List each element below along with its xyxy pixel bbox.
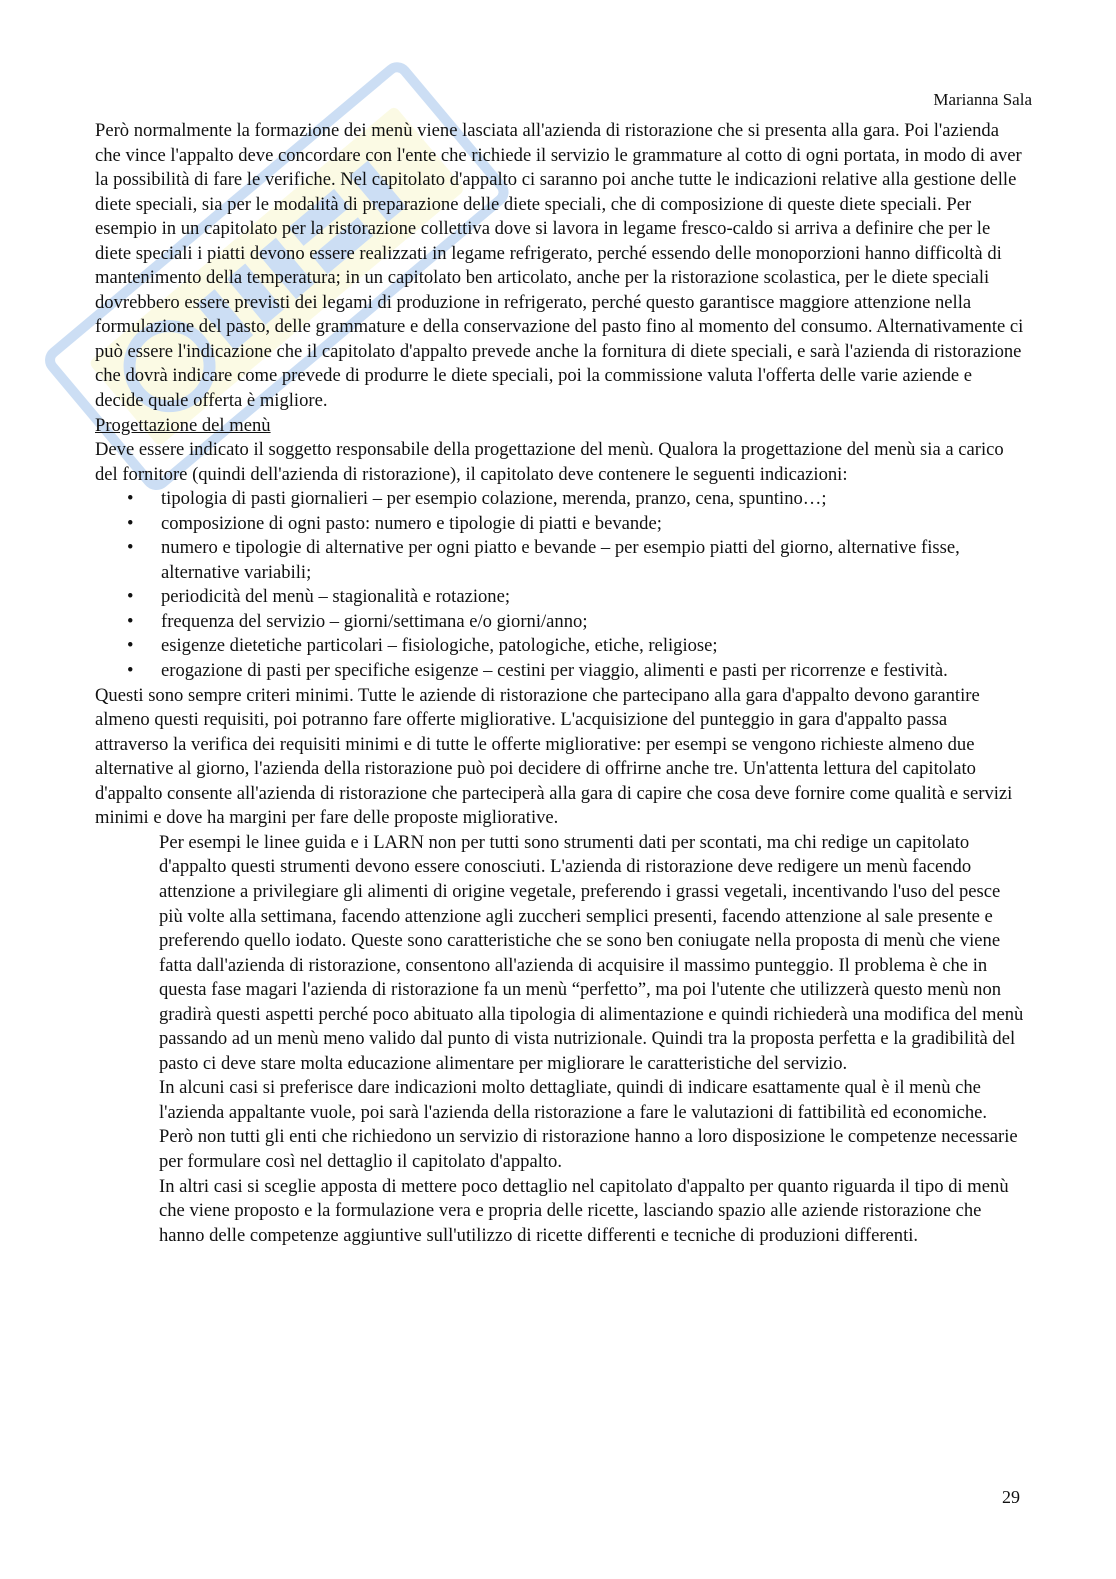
list-item-text: periodicità del menù – stagionalità e rotazione; xyxy=(161,586,511,608)
list-item xyxy=(127,659,1025,684)
bullet-icon: • xyxy=(127,537,134,559)
criteria-paragraph: Questi sono sempre criteri minimi. Tutte le aziende di ristorazione che partecipano alla gara d'appalto devono garantire almeno questi requisiti, poi potranno fare offerte migliorative. L'acquisizione del punteggio in gara d'appalto passa attraverso la verifica dei requisiti minimi e di tutte le offerte migliorative: per esempi se vengono richieste almeno due alternative al giorno, l'azienda della ristorazione può poi decidere di offrirne anche tre. Un'attenta lettura del capitolato d'appalto consente all'azienda di ristorazione che parteciperà alla gara di capire che cosa deve fornire come qualità e servizi minimi e dove ha margini per fare delle proposte migliorative. xyxy=(95,684,1013,829)
requirements-list xyxy=(95,487,1025,683)
bullet-icon: • xyxy=(127,512,134,534)
list-item xyxy=(127,536,1025,585)
list-item xyxy=(127,487,1025,512)
bullet-icon: • xyxy=(127,635,134,657)
page-body xyxy=(95,119,1025,1248)
bullet-icon: • xyxy=(127,660,134,682)
list-item-text: esigenze dietetiche particolari – fisiologiche, patologiche, etiche, religiose; xyxy=(161,635,718,657)
list-item-text: numero e tipologie di alternative per ogni piatto e bevande – per esempio piatti del giorno, alternative fisse, alternative variabili; xyxy=(161,537,960,583)
header-author: Marianna Sala xyxy=(933,90,1032,109)
list-item-text: erogazione di pasti per specifiche esigenze – cestini per viaggio, alimenti e pasti per ricorrenze e festività. xyxy=(161,660,948,682)
list-item xyxy=(127,585,1025,610)
section-intro: Deve essere indicato il soggetto responsabile della progettazione del menù. Qualora la progettazione del menù sia a carico del fornitore (quindi dell'azienda di ristorazione), il capitolato deve contenere le seguenti indicazioni: xyxy=(95,439,1004,485)
detailed-indications-paragraph: In alcuni casi si preferisce dare indicazioni molto dettagliate, quindi di indicare esattamente qual è il menù che l'azienda appaltante vuole, poi sarà l'azienda della ristorazione a fare le valutazioni di fattibilità ed economiche. Però non tutti gli enti che richiedono un servizio di ristorazione hanno a loro disposizione le competenze necessarie per formulare così nel dettaglio il capitolato d'appalto. xyxy=(159,1077,1018,1172)
section-heading: Progettazione del menù xyxy=(95,414,271,436)
intro-paragraph: Però normalmente la formazione dei menù viene lasciata all'azienda di ristorazione che si presenta alla gara. Poi l'azienda che vince l'appalto deve concordare con l'ente che richiede il servizio le grammature al cotto di ogni portata, in modo di aver la possibilità di fare le verifiche. Nel capitolato d'appalto ci saranno poi anche tutte le indicazioni relative alla gestione delle diete speciali, sia per le modalità di preparazione delle diete speciali, che di composizione di queste diete speciali. Per esempio in un capitolato per la ristorazione collettiva dove si lavora in legame fresco-caldo si arriva a definire che per le diete speciali i piatti devono essere realizzati in legame refrigerato, perché essendo delle monoporzioni hanno difficoltà di mantenimento della temperatura; in un capitolato ben articolato, anche per la ristorazione scolastica, per le diete speciali dovrebbero essere previsti dei legami di produzione in refrigerato, perché questo garantisce maggiore attenzione nella formulazione del pasto, delle grammature e della conservazione del pasto fino al momento del consumo. Alternativamente ci può essere l'indicazione che il capitolato d'appalto prevede anche la fornitura di diete speciali, e sarà l'azienda di ristorazione che dovrà indicare come prevede di produrre le diete speciali, poi la commissione valuta l'offerta delle varie aziende e decide quale offerta è migliore. xyxy=(95,120,1024,412)
list-item xyxy=(127,512,1025,537)
bullet-icon: • xyxy=(127,586,134,608)
bullet-icon: • xyxy=(127,610,134,632)
list-item-text: frequenza del servizio – giorni/settimana e/o giorni/anno; xyxy=(161,610,588,632)
page-number: 29 xyxy=(1002,1487,1020,1507)
low-detail-paragraph: In altri casi si sceglie apposta di mettere poco dettaglio nel capitolato d'appalto per quanto riguarda il tipo di menù che viene proposto e la formulazione vera e propria delle ricette, lasciando spazio alle aziende ristorazione che hanno delle competenze aggiuntive sull'utilizzo di ricette differenti e tecniche di produzioni differenti. xyxy=(159,1175,1009,1246)
list-item xyxy=(127,610,1025,635)
list-item-text: composizione di ogni pasto: numero e tipologie di piatti e bevande; xyxy=(161,512,662,534)
list-item-text: tipologia di pasti giornalieri – per esempio colazione, merenda, pranzo, cena, spuntino…; xyxy=(161,488,827,510)
bullet-icon: • xyxy=(127,488,134,510)
guidelines-paragraph: Per esempi le linee guida e i LARN non per tutti sono strumenti dati per scontati, ma chi redige un capitolato d'appalto questi strumenti devono essere conosciuti. L'azienda di ristorazione deve redigere un menù facendo attenzione a privilegiare gli alimenti di origine vegetale, preferendo i grassi vegetali, incentivando l'uso del pesce più volte alla settimana, facendo attenzione agli zuccheri semplici presenti, facendo attenzione al sale presente e preferendo quello iodato. Queste sono caratteristiche che se sono ben coniugate nella proposta di menù che viene fatta dall'azienda di ristorazione, consentono all'azienda di acquisire il massimo punteggio. Il problema è che in questa fase magari l'azienda di ristorazione fa un menù “perfetto”, ma poi l'utente che utilizzerà questo menù non gradirà questi aspetti perché poco abituato alla tipologia di alimentazione e quindi richiederà una modifica del menù passando ad un menù meno valido dal punto di vista nutrizionale. Quindi tra la proposta perfetta e la gradibilità del pasto ci deve stare molta educazione alimentare per migliorare le caratteristiche del servizio. xyxy=(159,831,1024,1074)
list-item xyxy=(127,634,1025,659)
